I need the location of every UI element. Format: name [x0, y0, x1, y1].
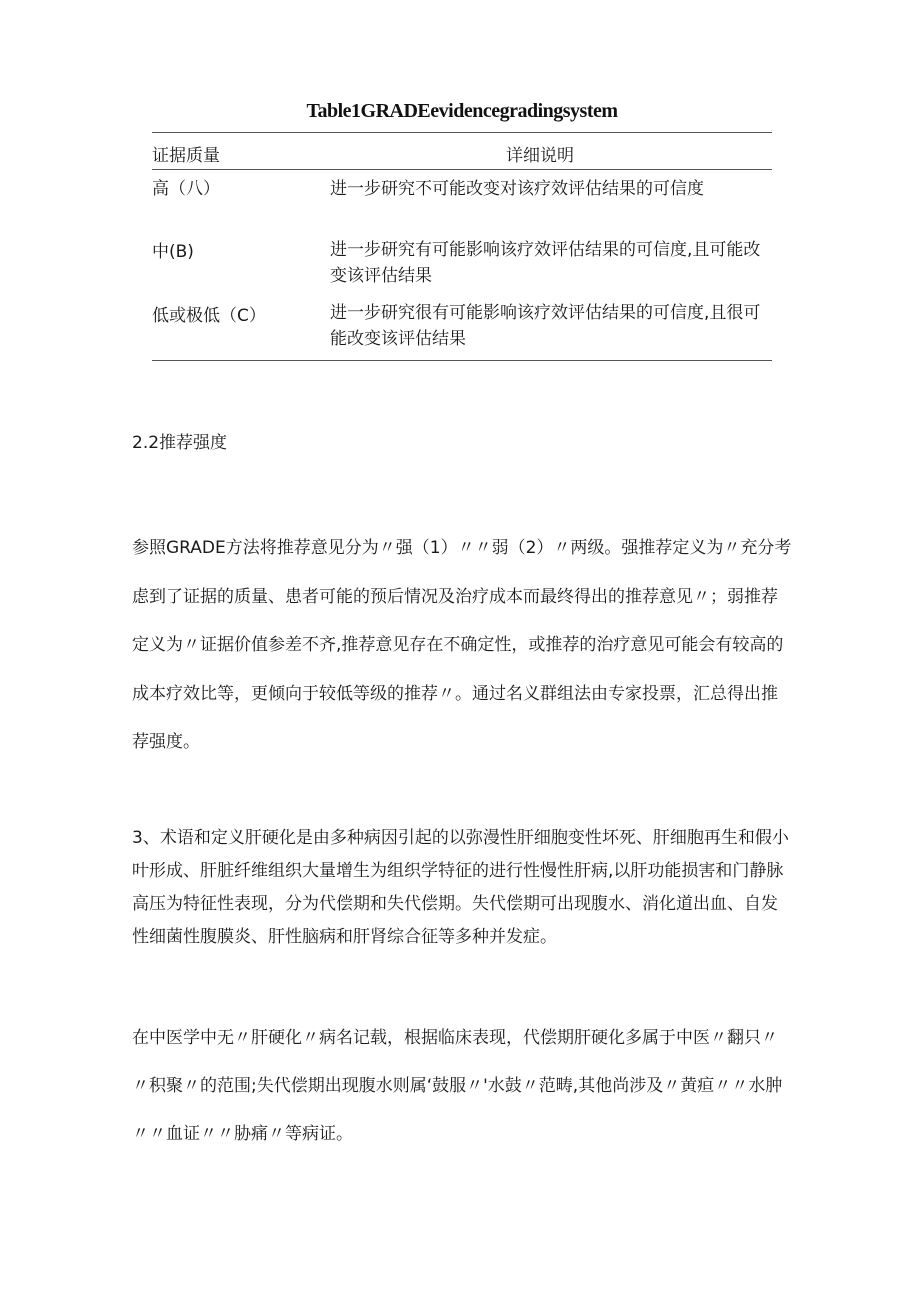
- table-header-detail: 详细说明: [506, 146, 574, 166]
- table-row-1-detail: 进一步研究不可能改变对该疗效评估结果的可信度: [330, 179, 704, 199]
- table-row-1-level: 高（八）: [152, 179, 220, 199]
- paragraph-tcm: 在中医学中无〃肝硬化〃病名记载，根据临床表现，代偿期肝硬化多属于中医〃翻只〃〃积聚〃的范围;失代偿期出现腹水则属‘鼓服〃'水鼓〃范畴,其他尚涉及〃黄疸〃〃水肿〃〃血证〃〃胁痛〃等病证。: [132, 1028, 783, 1144]
- table-header-rule: [152, 169, 772, 170]
- table-row-3-detail: 进一步研究很有可能影响该疗效评估结果的可信度,且很可能改变该评估结果: [330, 303, 761, 349]
- table-top-rule: [152, 132, 772, 133]
- table-row-2-detail: 进一步研究有可能影响该疗效评估结果的可信度,且可能改变该评估结果: [330, 240, 761, 286]
- table-bottom-rule: [152, 360, 772, 361]
- table-row-2-level: 中(B): [152, 242, 194, 262]
- table-title: Table1GRADEevidencegradingsystem: [306, 100, 618, 122]
- table-header-quality: 证据质量: [152, 146, 220, 166]
- paragraph-recommendation: 参照GRADE方法将推荐意见分为〃强（1）〃〃弱（2）〃两级。强推荐定义为〃充分考虑到了证据的质量、患者可能的预后情况及治疗成本而最终得出的推荐意见〃；弱推荐定义为〃证据价值参差不齐,推荐意见存在不确定性，或推荐的治疗意见可能会有较高的成本疗效比等，更倾向于较低等级的推荐〃。通过名义群组法由专家投票，汇总得出推荐强度。: [132, 538, 792, 752]
- paragraph-definition: 3、术语和定义肝硬化是由多种病因引起的以弥漫性肝细胞变性坏死、肝细胞再生和假小叶形成、肝脏纤维组织大量增生为组织学特征的进行性慢性肝病,以肝功能损害和门静脉高压为特征性表现，分为代偿期和失代偿期。失代偿期可出现腹水、消化道出血、自发性细菌性腹膜炎、肝性脑病和肝肾综合征等多种并发症。: [132, 828, 789, 947]
- table-row-3-level: 低或极低（C）: [152, 306, 266, 326]
- section-heading: 2.2推荐强度: [132, 433, 228, 453]
